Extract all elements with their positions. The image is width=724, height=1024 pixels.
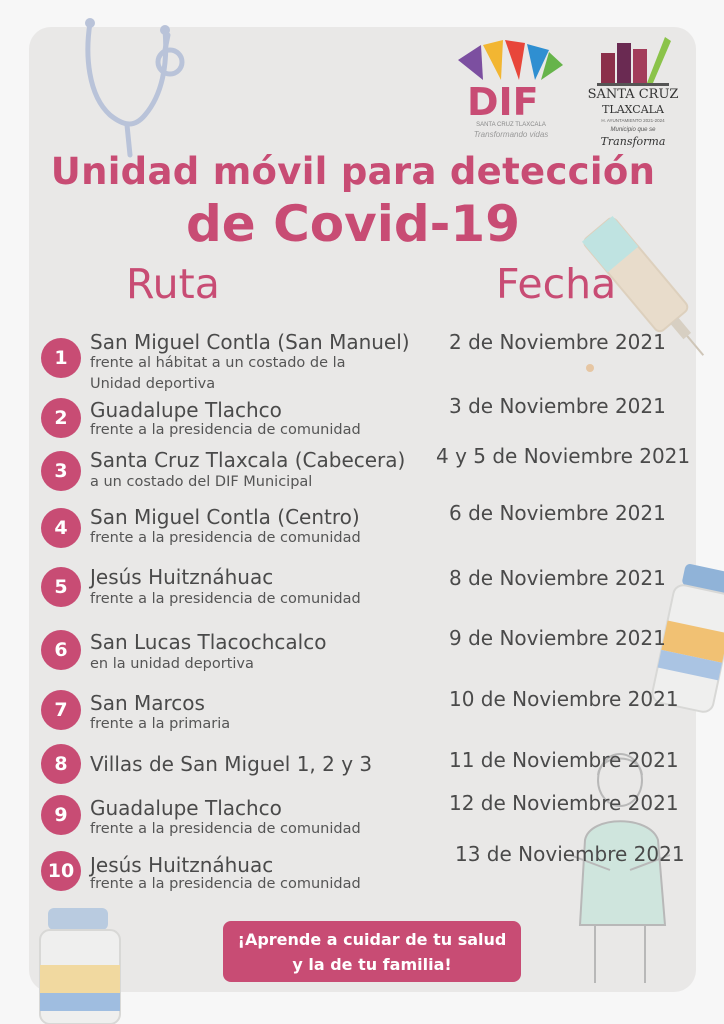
title-line1: Unidad móvil para detección bbox=[50, 150, 656, 193]
vaccine-vial-icon bbox=[30, 900, 140, 1024]
route-number-badge: 10 bbox=[41, 851, 81, 891]
cta-banner bbox=[223, 921, 521, 982]
route-number-badge: 2 bbox=[41, 398, 81, 438]
route-number-badge: 6 bbox=[41, 630, 81, 670]
route-location-note: frente a la presidencia de comunidad bbox=[90, 821, 361, 837]
route-place: San Miguel Contla (Centro) bbox=[90, 505, 360, 529]
route-location-note: frente a la presidencia de comunidad bbox=[90, 876, 361, 892]
dif-logo-tagline: Transformando vidas bbox=[473, 130, 549, 139]
route-place: Guadalupe Tlachco bbox=[90, 398, 282, 422]
municipio-logo bbox=[587, 35, 679, 153]
route-number-badge: 9 bbox=[41, 795, 81, 835]
route-date: 4 y 5 de Noviembre 2021 bbox=[436, 444, 691, 468]
dif-logo-name: DIF bbox=[467, 80, 539, 124]
route-place: San Miguel Contla (San Manuel) bbox=[90, 330, 410, 354]
route-place: Jesús Huitznáhuac bbox=[90, 853, 274, 877]
route-location-note: frente a la presidencia de comunidad bbox=[90, 591, 361, 607]
route-location-note: frente a la presidencia de comunidad bbox=[90, 422, 361, 438]
dif-logo-subtitle: SANTA CRUZ TLAXCALA bbox=[476, 122, 546, 128]
route-place: Villas de San Miguel 1, 2 y 3 bbox=[90, 752, 373, 776]
route-number-badge: 1 bbox=[41, 338, 81, 378]
dif-logo bbox=[453, 40, 565, 148]
route-date: 11 de Noviembre 2021 bbox=[449, 748, 679, 772]
municipio-line1: SANTA CRUZ bbox=[587, 87, 679, 102]
route-date: 13 de Noviembre 2021 bbox=[455, 842, 685, 866]
route-date: 8 de Noviembre 2021 bbox=[449, 566, 666, 590]
route-date: 2 de Noviembre 2021 bbox=[449, 330, 666, 354]
route-number-badge: 5 bbox=[41, 567, 81, 607]
municipio-line4: Municipio que se bbox=[610, 127, 656, 133]
stethoscope-icon bbox=[70, 15, 200, 165]
route-date: 12 de Noviembre 2021 bbox=[449, 791, 679, 815]
route-place: Santa Cruz Tlaxcala (Cabecera) bbox=[90, 448, 406, 472]
municipio-line5: Transforma bbox=[600, 135, 666, 148]
municipio-line2: TLAXCALA bbox=[602, 103, 664, 116]
title-line2: de Covid-19 bbox=[185, 195, 520, 253]
municipio-logo-icon bbox=[587, 35, 679, 87]
route-location-note: frente a la primaria bbox=[90, 716, 231, 732]
header-fecha: Fecha bbox=[496, 260, 617, 308]
route-place: San Marcos bbox=[90, 691, 205, 715]
route-location-note: a un costado del DIF Municipal bbox=[90, 474, 313, 490]
route-location-note: frente a la presidencia de comunidad bbox=[90, 530, 361, 546]
route-date: 3 de Noviembre 2021 bbox=[449, 394, 666, 418]
header-ruta: Ruta bbox=[126, 260, 220, 308]
dif-logo-icon bbox=[453, 40, 565, 85]
route-number-badge: 8 bbox=[41, 744, 81, 784]
route-place: San Lucas Tlacochcalco bbox=[90, 630, 327, 654]
route-number-badge: 4 bbox=[41, 508, 81, 548]
route-date: 10 de Noviembre 2021 bbox=[449, 687, 679, 711]
route-date: 9 de Noviembre 2021 bbox=[449, 626, 666, 650]
municipio-line3: H. AYUNTAMIENTO 2021-2024 bbox=[601, 118, 665, 123]
route-place: Jesús Huitznáhuac bbox=[90, 565, 274, 589]
route-location-note: en la unidad deportiva bbox=[90, 656, 254, 672]
route-number-badge: 3 bbox=[41, 451, 81, 491]
cta-line1: ¡Aprende a cuidar de tu salud bbox=[237, 930, 507, 949]
route-location-note: frente al hábitat a un costado de la Unidad deportiva bbox=[90, 355, 346, 392]
route-date: 6 de Noviembre 2021 bbox=[449, 501, 666, 525]
cta-line2: y la de tu familia! bbox=[292, 955, 452, 974]
route-number-badge: 7 bbox=[41, 690, 81, 730]
route-place: Guadalupe Tlachco bbox=[90, 796, 282, 820]
